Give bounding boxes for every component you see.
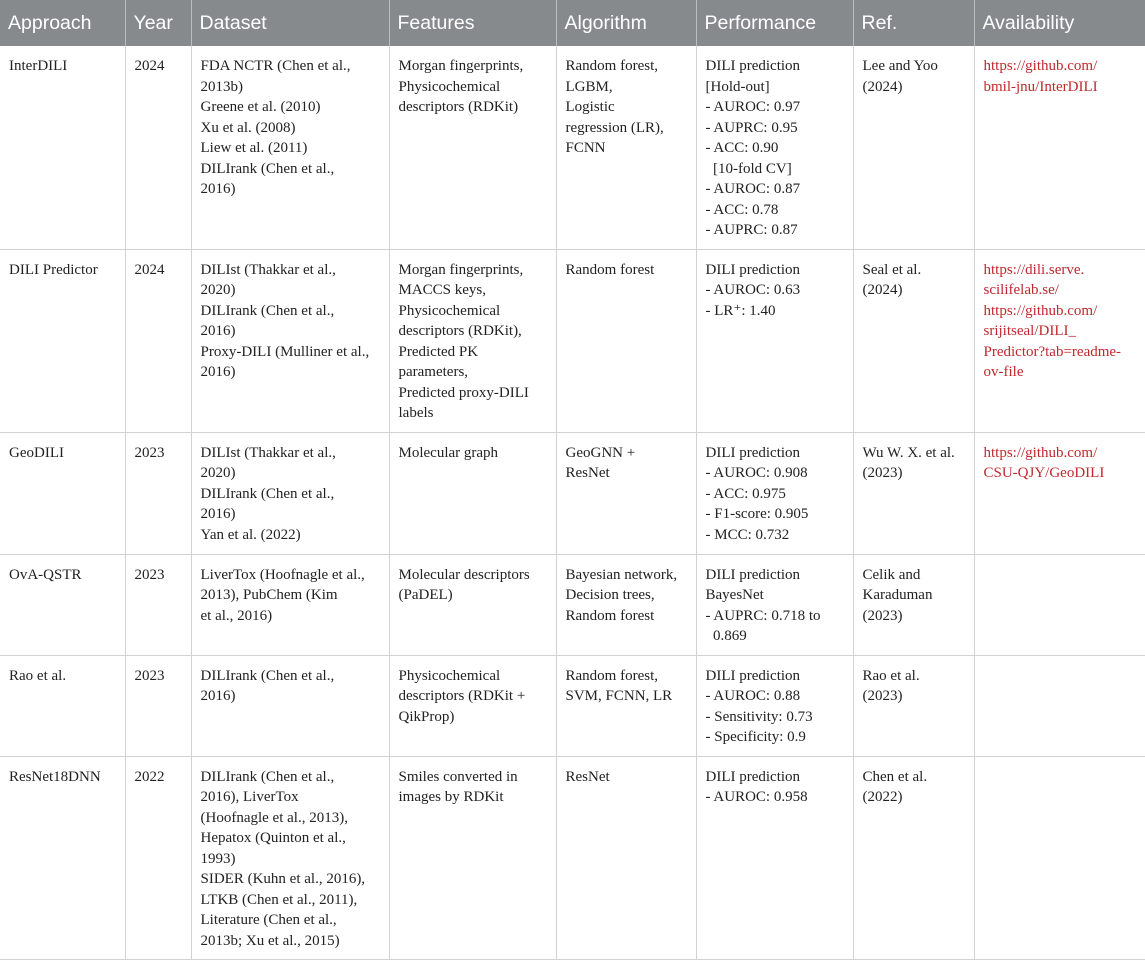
availability-link[interactable]: bmil-jnu/InterDILI <box>983 78 1098 95</box>
cell-availability <box>974 554 1145 655</box>
dataset-line: 1993) <box>200 850 236 867</box>
dataset-line: (Hoofnagle et al., 2013), <box>200 809 348 826</box>
dataset-line: 2016) <box>200 688 236 704</box>
ref-line: Rao et al. <box>862 667 920 684</box>
dataset-line: LiverTox (Hoofnagle et al., <box>200 566 365 583</box>
cell-features <box>389 756 556 960</box>
column-header-year: Year <box>125 0 191 46</box>
dataset-line: 2016) <box>200 506 236 522</box>
algorithm-line: SVM, FCNN, LR <box>565 688 673 704</box>
column-header-features: Features <box>389 0 556 46</box>
features-line: Morgan fingerprints, <box>398 58 524 74</box>
performance-line: DILI prediction <box>705 667 801 684</box>
performance-line: DILI prediction <box>705 444 801 461</box>
performance-line: - ACC: 0.90 <box>705 140 779 156</box>
dataset-line: Greene et al. (2010) <box>200 99 321 115</box>
column-header-algorithm: Algorithm <box>556 0 696 46</box>
cell-performance <box>696 756 853 960</box>
availability-link[interactable]: https://github.com/ <box>983 58 1098 74</box>
algorithm-line: Random forest, <box>565 58 658 74</box>
performance-line: DILI prediction <box>705 768 801 785</box>
performance-line: - AUROC: 0.63 <box>705 282 801 298</box>
availability-link[interactable]: Predictor?tab=readme- <box>983 343 1122 360</box>
features-line: Predicted proxy-DILI <box>398 384 529 401</box>
features-line: MACCS keys, <box>398 282 487 298</box>
features-line: Smiles converted in <box>398 768 518 785</box>
algorithm-line: ResNet <box>565 465 610 481</box>
dataset-line: 2016), LiverTox <box>200 789 299 805</box>
cell-ref <box>853 554 974 655</box>
ref-line: (2024) <box>862 282 903 298</box>
dataset-line: DILIst (Thakkar et al., <box>200 444 336 461</box>
features-line: Physicochemical <box>398 667 501 684</box>
features-line: descriptors (RDKit) <box>398 99 519 115</box>
cell-features <box>389 554 556 655</box>
features-line: (PaDEL) <box>398 587 453 603</box>
table-row <box>0 756 1145 960</box>
cell-ref <box>853 432 974 554</box>
features-line: Molecular graph <box>398 444 499 461</box>
performance-line: - AUROC: 0.958 <box>705 789 808 805</box>
header-row <box>0 0 1145 46</box>
dataset-line: LTKB (Chen et al., 2011), <box>200 891 358 908</box>
cell-dataset <box>191 46 389 249</box>
dataset-line: DILIst (Thakkar et al., <box>200 261 336 278</box>
features-line: Morgan fingerprints, <box>398 261 524 278</box>
algorithm-line: FCNN <box>565 140 606 156</box>
ref-line: (2024) <box>862 78 903 95</box>
algorithm-line: GeoGNN + <box>565 444 636 461</box>
table-row <box>0 249 1145 432</box>
ref-line: Chen et al. <box>862 768 928 785</box>
dataset-line: et al., 2016) <box>200 607 273 624</box>
dataset-line: Yan et al. (2022) <box>200 526 301 543</box>
algorithm-line: LGBM, <box>565 78 613 95</box>
cell-availability <box>974 249 1145 432</box>
cell-availability <box>974 655 1145 756</box>
cell-year: 2023 <box>125 655 191 756</box>
cell-ref <box>853 46 974 249</box>
ref-line: Seal et al. <box>862 261 922 278</box>
performance-line: DILI prediction <box>705 261 801 278</box>
table-row <box>0 432 1145 554</box>
cell-features <box>389 249 556 432</box>
cell-features <box>389 46 556 249</box>
cell-year: 2023 <box>125 432 191 554</box>
cell-performance <box>696 46 853 249</box>
dataset-line: 2016) <box>200 364 236 380</box>
cell-availability <box>974 756 1145 960</box>
features-line: descriptors (RDKit + <box>398 688 526 704</box>
cell-approach: DILI Predictor <box>0 249 125 432</box>
cell-performance <box>696 554 853 655</box>
cell-year: 2024 <box>125 249 191 432</box>
cell-features <box>389 432 556 554</box>
cell-algorithm <box>556 554 696 655</box>
dataset-line: 2016) <box>200 181 236 197</box>
performance-line: - LR⁺: 1.40 <box>705 302 776 319</box>
dataset-line: 2013b; Xu et al., 2015) <box>200 932 340 949</box>
performance-line: 0.869 <box>705 628 747 644</box>
dataset-line: 2013b) <box>200 78 243 95</box>
ref-line: Karaduman <box>862 587 933 603</box>
performance-line: - AUROC: 0.88 <box>705 688 801 704</box>
dataset-line: 2013), PubChem (Kim <box>200 587 338 603</box>
ref-line: (2023) <box>862 607 903 624</box>
performance-line: - AUROC: 0.97 <box>705 99 801 115</box>
features-line: Molecular descriptors <box>398 566 530 583</box>
column-header-approach: Approach <box>0 0 125 46</box>
performance-line: - ACC: 0.78 <box>705 201 779 218</box>
dataset-line: DILIrank (Chen et al., <box>200 667 335 684</box>
performance-line: [Hold-out] <box>705 78 770 95</box>
dataset-line: 2016) <box>200 323 236 339</box>
cell-dataset <box>191 432 389 554</box>
dataset-line: DILIrank (Chen et al., <box>200 768 335 785</box>
performance-line: DILI prediction <box>705 58 801 74</box>
cell-availability <box>974 46 1145 249</box>
algorithm-line: Bayesian network, <box>565 566 678 583</box>
dataset-line: Xu et al. (2008) <box>200 119 296 136</box>
column-header-availability: Availability <box>974 0 1145 46</box>
ref-line: Lee and Yoo <box>862 58 938 74</box>
performance-line: - MCC: 0.732 <box>705 526 790 543</box>
performance-line: - AUROC: 0.908 <box>705 465 808 481</box>
cell-performance <box>696 249 853 432</box>
cell-features <box>389 655 556 756</box>
cell-algorithm <box>556 249 696 432</box>
table-row <box>0 554 1145 655</box>
ref-line: Celik and <box>862 566 921 583</box>
performance-line: - AUROC: 0.87 <box>705 181 801 197</box>
cell-algorithm <box>556 655 696 756</box>
performance-line: - ACC: 0.975 <box>705 485 786 502</box>
features-line: Physicochemical <box>398 78 501 95</box>
algorithm-line: Logistic <box>565 99 615 115</box>
performance-line: DILI prediction <box>705 566 801 583</box>
algorithm-line: Decision trees, <box>565 587 655 603</box>
features-line: Predicted PK <box>398 343 479 360</box>
cell-approach: GeoDILI <box>0 432 125 554</box>
cell-ref <box>853 756 974 960</box>
availability-link[interactable]: https://dili.serve. <box>983 261 1085 278</box>
dataset-line: DILIrank (Chen et al., <box>200 302 335 319</box>
availability-link[interactable]: https://github.com/ <box>983 302 1098 319</box>
algorithm-line: Random forest <box>565 261 655 278</box>
column-header-dataset: Dataset <box>191 0 389 46</box>
algorithm-line: ResNet <box>565 768 610 785</box>
cell-algorithm <box>556 756 696 960</box>
dataset-line: 2020) <box>200 465 236 481</box>
cell-algorithm <box>556 432 696 554</box>
features-line: parameters, <box>398 364 469 380</box>
cell-approach: InterDILI <box>0 46 125 249</box>
algorithm-line: Random forest, <box>565 667 658 684</box>
cell-performance <box>696 655 853 756</box>
performance-line: - F1-score: 0.905 <box>705 506 809 522</box>
algorithm-line: Random forest <box>565 607 655 624</box>
features-line: descriptors (RDKit), <box>398 323 522 339</box>
availability-link[interactable]: srijitseal/DILI_ <box>983 323 1076 339</box>
table-body <box>0 46 1145 960</box>
dataset-line: SIDER (Kuhn et al., 2016), <box>200 871 366 887</box>
cell-performance <box>696 432 853 554</box>
dataset-line: 2020) <box>200 282 236 298</box>
availability-link[interactable]: scilifelab.se/ <box>983 282 1059 298</box>
features-line: images by RDKit <box>398 789 504 805</box>
performance-line: - AUPRC: 0.95 <box>705 119 798 136</box>
ref-line: (2023) <box>862 688 903 704</box>
dataset-line: Literature (Chen et al., <box>200 912 337 928</box>
algorithm-line: regression (LR), <box>565 119 664 136</box>
cell-dataset <box>191 756 389 960</box>
performance-line: [10-fold CV] <box>705 160 792 177</box>
ref-line: (2023) <box>862 465 903 481</box>
performance-line: - AUPRC: 0.718 to <box>705 607 821 624</box>
availability-link[interactable]: https://github.com/ <box>983 444 1098 461</box>
cell-approach: OvA-QSTR <box>0 554 125 655</box>
cell-year: 2024 <box>125 46 191 249</box>
availability-link[interactable]: CSU-QJY/GeoDILI <box>983 465 1105 481</box>
ref-line: (2022) <box>862 789 903 805</box>
cell-dataset <box>191 554 389 655</box>
dataset-line: Hepatox (Quinton et al., <box>200 830 346 846</box>
availability-link[interactable]: ov-file <box>983 364 1024 380</box>
performance-line: BayesNet <box>705 587 764 603</box>
cell-approach: Rao et al. <box>0 655 125 756</box>
dataset-line: Liew et al. (2011) <box>200 140 308 156</box>
dataset-line: DILIrank (Chen et al., <box>200 160 335 177</box>
performance-line: - AUPRC: 0.87 <box>705 222 798 238</box>
features-line: QikProp) <box>398 708 455 725</box>
cell-availability <box>974 432 1145 554</box>
dataset-line: FDA NCTR (Chen et al., <box>200 58 351 74</box>
cell-year: 2023 <box>125 554 191 655</box>
table-row <box>0 46 1145 249</box>
column-header-ref: Ref. <box>853 0 974 46</box>
performance-line: - Sensitivity: 0.73 <box>705 708 813 725</box>
features-line: labels <box>398 405 434 421</box>
cell-ref <box>853 249 974 432</box>
dataset-line: DILIrank (Chen et al., <box>200 485 335 502</box>
cell-dataset <box>191 655 389 756</box>
features-line: Physicochemical <box>398 302 501 319</box>
dataset-line: Proxy-DILI (Mulliner et al., <box>200 343 370 360</box>
cell-ref <box>853 655 974 756</box>
column-header-performance: Performance <box>696 0 853 46</box>
cell-dataset <box>191 249 389 432</box>
cell-year: 2022 <box>125 756 191 960</box>
cell-algorithm <box>556 46 696 249</box>
performance-line: - Specificity: 0.9 <box>705 729 806 745</box>
table-row <box>0 655 1145 756</box>
cell-approach: ResNet18DNN <box>0 756 125 960</box>
ref-line: Wu W. X. et al. <box>862 444 955 461</box>
